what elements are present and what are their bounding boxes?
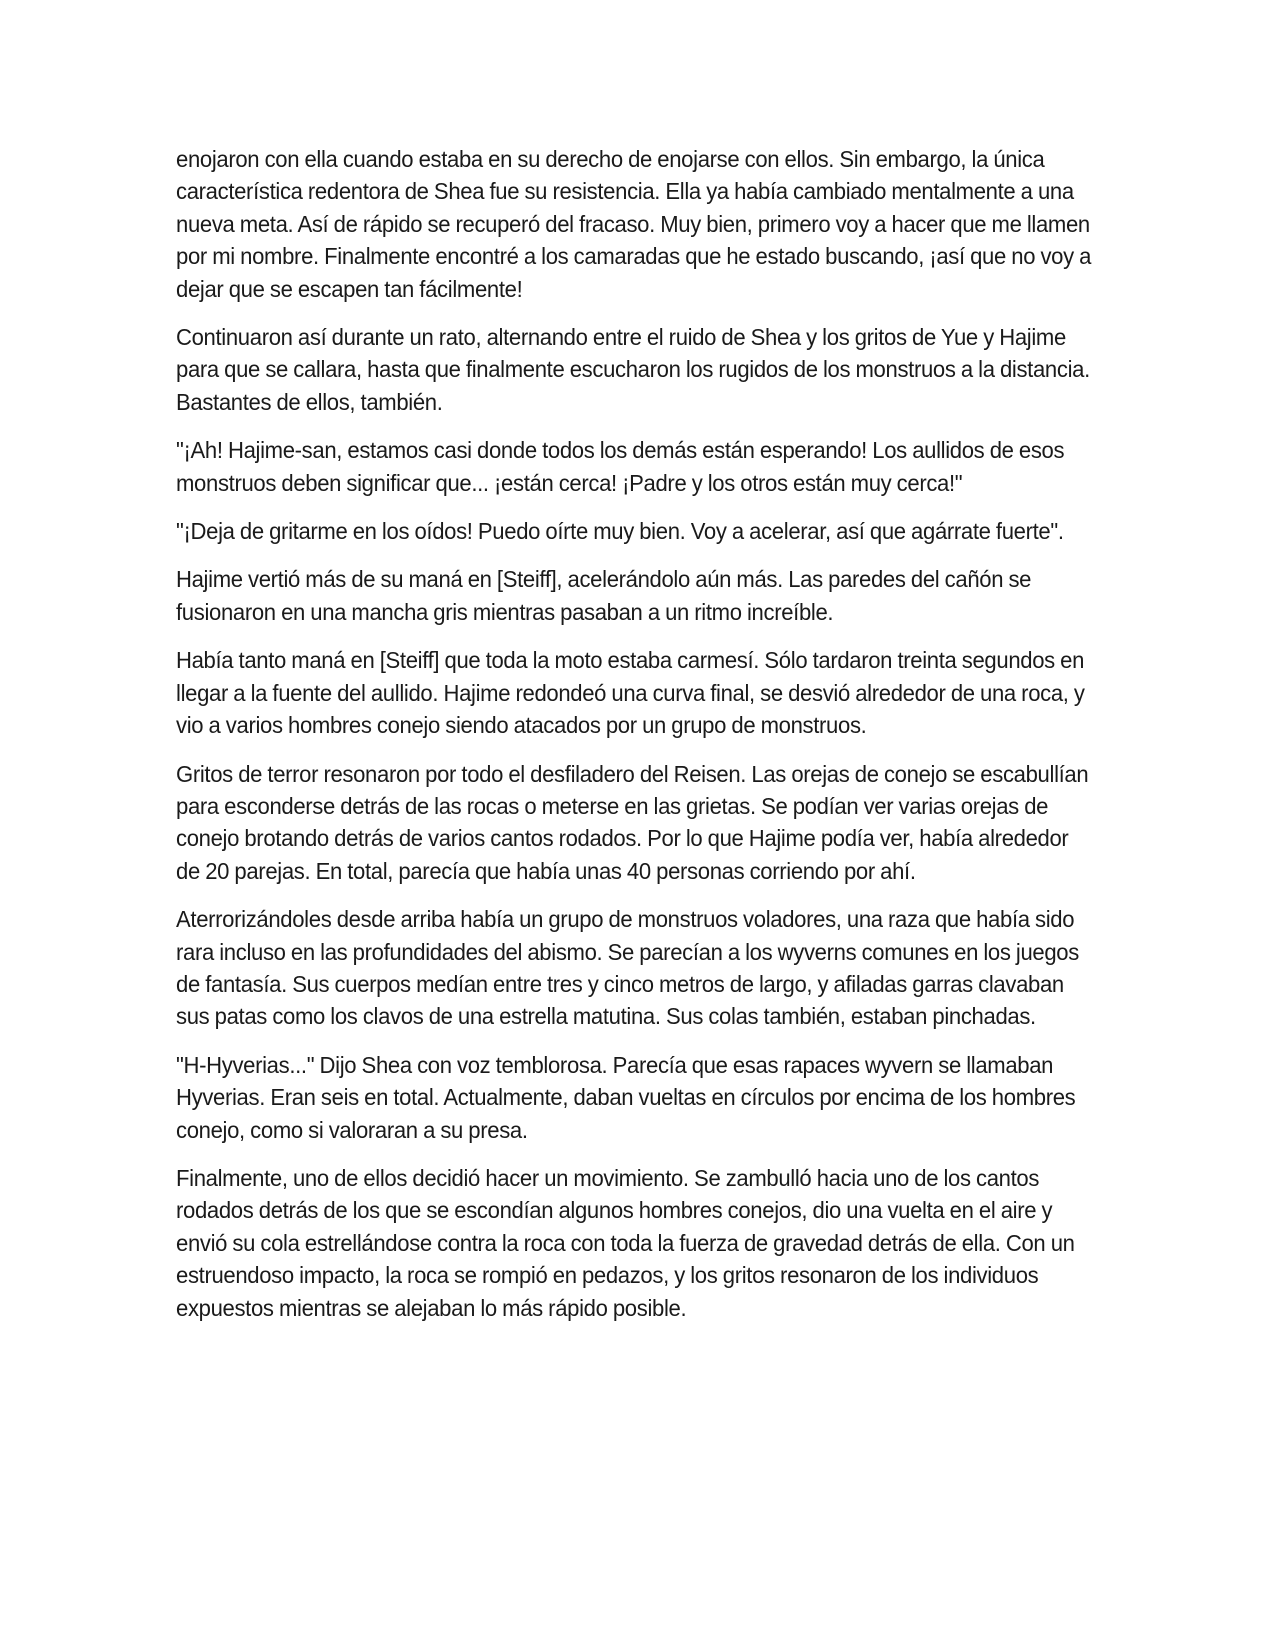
paragraph-8: Aterrorizándoles desde arriba había un grupo de monstruos voladores, una raza que había sido rara incluso en las profundidades del abismo. Se parecían a los wyverns comunes en los juegos de fantasía. Sus cuerpos medían entre tres y cinco metros de largo, y afiladas garras clavaban sus patas como los clavos de una estrella matutina. Sus colas también, estaban pinchadas.: [176, 906, 1079, 1030]
paragraph-2: Continuaron así durante un rato, alternando entre el ruido de Shea y los gritos de Yue y Hajime para que se callara, hasta que finalmente escucharon los rugidos de los monstruos a la distancia. Bastantes de ellos, también.: [176, 324, 1090, 415]
paragraph-3: "¡Ah! Hajime-san, estamos casi donde todos los demás están esperando! Los aullidos de esos monstruos deben significar que... ¡están cerca! ¡Padre y los otros están muy cerca!": [176, 437, 1065, 496]
paragraph-7: Gritos de terror resonaron por todo el desfiladero del Reisen. Las orejas de conejo se escabullían para esconderse detrás de las rocas o meterse en las grietas. Se podían ver varias orejas de conejo brotando detrás de varios cantos rodados. Por lo que Hajime podía ver, había alrededor de 20 parejas. En total, parecía que había unas 40 personas corriendo por ahí.: [176, 760, 1089, 884]
paragraph-10: Finalmente, uno de ellos decidió hacer un movimiento. Se zambulló hacia uno de los cantos rodados detrás de los que se escondían algunos hombres conejos, dio una vuelta en el aire y envió su cola estrellándose contra la roca con toda la fuerza de gravedad detrás de ella. Con un estruendoso impacto, la roca se rompió en pedazos, y los gritos resonaron de los individuos expuestos mientras se alejaban lo más rápido posible.: [176, 1164, 1075, 1321]
paragraph-4: "¡Deja de gritarme en los oídos! Puedo oírte muy bien. Voy a acelerar, así que agárrate fuerte".: [176, 518, 1064, 545]
paragraph-5: Hajime vertió más de su maná en [Steiff], acelerándolo aún más. Las paredes del cañón se fusionaron en una mancha gris mientras pasaban a un ritmo increíble.: [176, 566, 1032, 625]
paragraph-6: Había tanto maná en [Steiff] que toda la moto estaba carmesí. Sólo tardaron treinta segundos en llegar a la fuente del aullido. Hajime redondeó una curva final, se desvió alrededor de una roca, y vio a varios hombres conejo siendo atacados por un grupo de monstruos.: [176, 647, 1085, 739]
paragraph-9: "H-Hyverias..." Dijo Shea con voz temblorosa. Parecía que esas rapaces wyvern se llamaban Hyverias. Eran seis en total. Actualmente, daban vueltas en círculos por encima de los hombres conejo, como si valoraran a su presa.: [176, 1051, 1076, 1143]
paragraph-1: enojaron con ella cuando estaba en su derecho de enojarse con ellos. Sin embargo, la única característica redentora de Shea fue su resistencia. Ella ya había cambiado mentalmente a una nueva meta. Así de rápido se recuperó del fracaso. Muy bien, primero voy a hacer que me llamen por mi nombre. Finalmente encontré a los camaradas que he estado buscando, ¡así que no voy a dejar que se escapen tan fácilmente!: [176, 146, 1092, 302]
document-page: [176, 143, 1101, 1340]
